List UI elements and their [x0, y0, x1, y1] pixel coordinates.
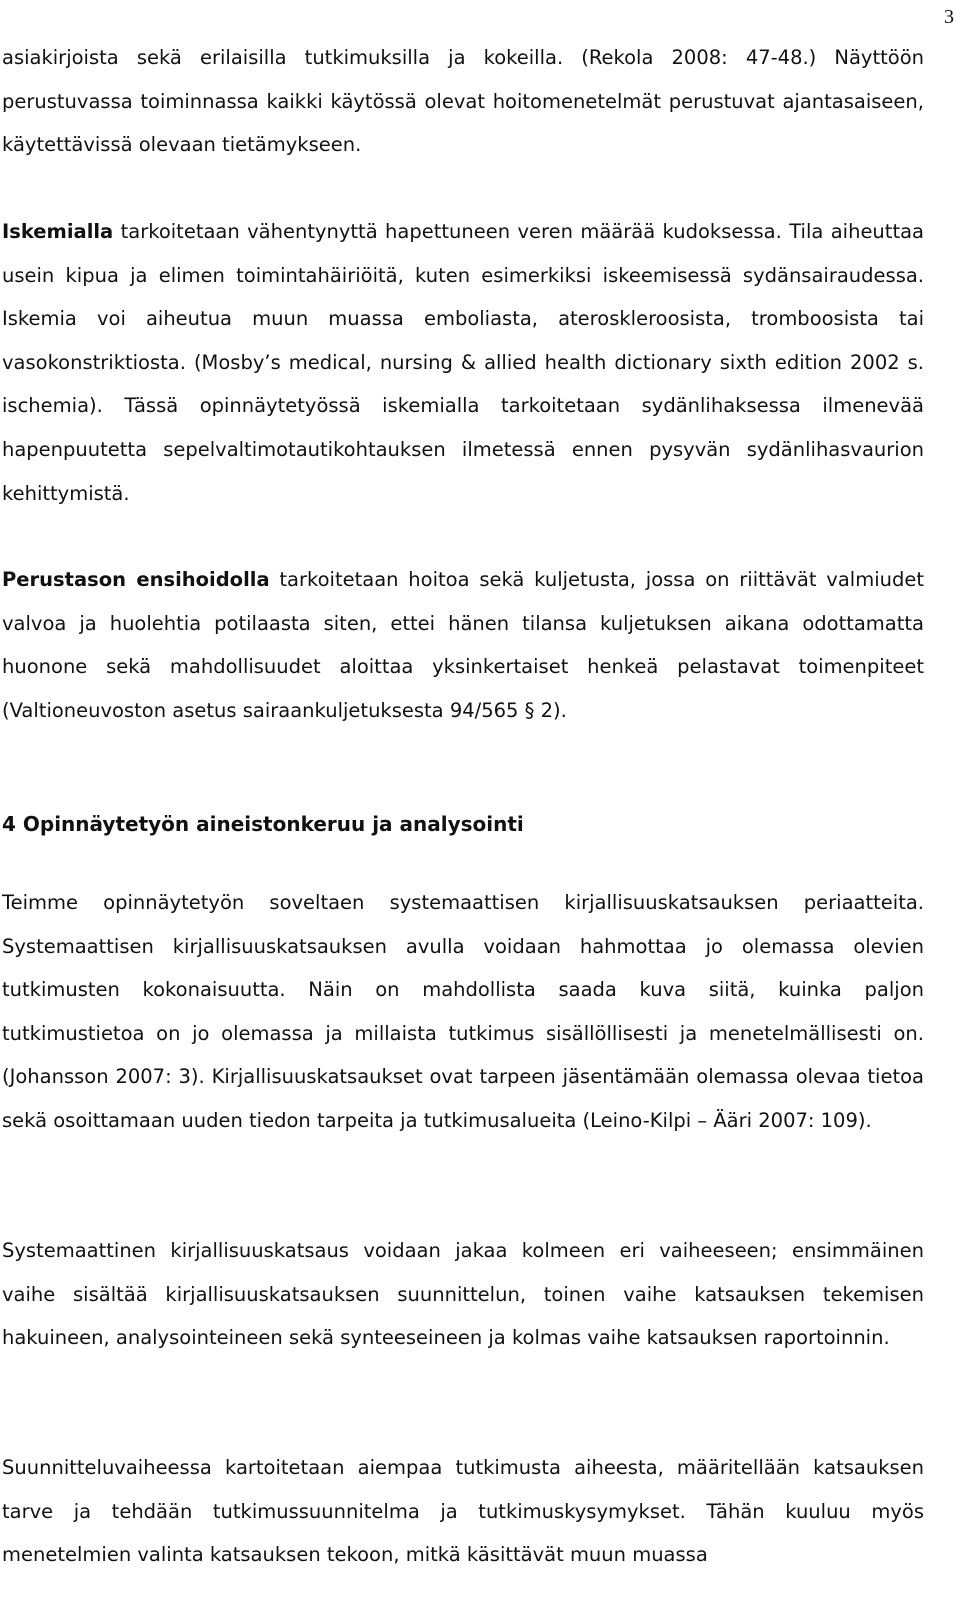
paragraph-evidence-based: asiakirjoista sekä erilaisilla tutkimuksilla ja kokeilla. (Rekola 2008: 47-48.) Näyttöön perustuvassa toiminnassa kaikki käytössä olevat hoitomenetelmät perustuvat ajantasaiseen, käytettävissä olevaan tietämykseen. [2, 46, 924, 157]
term-basic-emergency-care: Perustason ensihoidolla [2, 568, 270, 591]
paragraph-ischemia [2, 210, 924, 515]
paragraph-planning-phase: Suunnitteluvaiheessa kartoitetaan aiempaa tutkimusta aiheesta, määritellään katsauksen tarve ja tehdään tutkimussuunnitelma ja tutkimuskysymykset. Tähän kuuluu myös menetelmien valinta katsauksen tekoon, mitkä käsittävät muun muassa [2, 1456, 924, 1567]
paragraph-basic-emergency-care [2, 558, 924, 732]
page-number: 3 [944, 6, 954, 28]
paragraph-review-phases: Systemaattinen kirjallisuuskatsaus voidaan jakaa kolmeen eri vaiheeseen; ensimmäinen vaihe sisältää kirjallisuuskatsauksen suunnittelun, toinen vaihe katsauksen tekemisen hakuineen, analysointeineen sekä synteeseineen ja kolmas vaihe katsauksen raportoinnin. [2, 1239, 924, 1350]
term-ischemia: Iskemialla [2, 220, 114, 243]
paragraph-ischemia-text: tarkoitetaan vähentynyttä hapettuneen veren määrää kudoksessa. Tila aiheuttaa usein kipua ja elimen toimintahäiriöitä, kuten esimerkiksi iskeemisessä sydänsairaudessa. Iskemia voi aiheutua muun muassa emboliasta, ateroskleroosista, tromboosista tai vasokonstriktiosta. (Mosby’s medical, nursing & allied health dictionary sixth edition 2002 s. ischemia). Tässä opinnäytetyössä iskemialla tarkoitetaan sydänlihaksessa ilmenevää hapenpuutetta sepelvaltimotautikohtauksen ilmetessä ennen pysyvän sydänlihasvaurion kehittymistä. [2, 220, 924, 505]
section-heading: 4 Opinnäytetyön aineistonkeruu ja analysointi [2, 812, 524, 836]
paragraph-basic-emergency-care-text: tarkoitetaan hoitoa sekä kuljetusta, jossa on riittävät valmiudet valvoa ja huolehtia potilaasta siten, ettei hänen tilansa kuljetuksen aikana odottamatta huonone sekä mahdollisuudet aloittaa yksinkertaiset henkeä pelastavat toimenpiteet (Valtioneuvoston asetus sairaankuljetuksesta 94/565 § 2). [2, 568, 924, 722]
paragraph-systematic-review: Teimme opinnäytetyön soveltaen systemaattisen kirjallisuuskatsauksen periaatteita. Systemaattisen kirjallisuuskatsauksen avulla voidaan hahmottaa jo olemassa olevien tutkimusten kokonaisuutta. Näin on mahdollista saada kuva siitä, kuinka paljon tutkimustietoa on jo olemassa ja millaista tutkimus sisällöllisesti ja menetelmällisesti on. (Johansson 2007: 3). Kirjallisuuskatsaukset ovat tarpeen jäsentämään olemassa olevaa tietoa sekä osoittamaan uuden tiedon tarpeita ja tutkimusalueita (Leino-Kilpi – Ääri 2007: 109). [2, 891, 924, 1132]
